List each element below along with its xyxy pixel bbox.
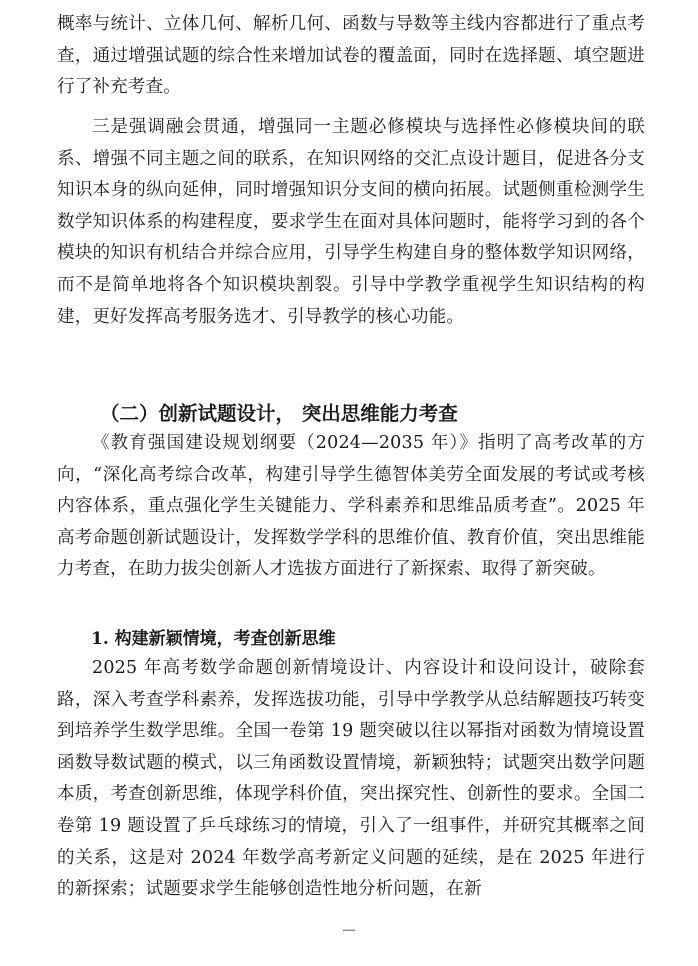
page-number: － bbox=[340, 921, 357, 940]
body-paragraph-2: 三是强调融会贯通，增强同一主题必修模块与选择性必修模块间的联系、增强不同主题之间的联系，在知识网络的交汇点设计题目，促进各分支知识本身的纵向延伸，同时增强知识分支间的横向拓展。试题侧重检测学生数学知识体系的构建程度，要求学生在面对具体问题时，能将学习到的各个模块的知识有机结合并综合应用，引导学生构建自身的整体数学知识网络，而不是简单地将各个知识模块割裂。引导中学教学重视学生知识结构的构建，更好发挥高考服务选才、引导教学的核心功能。 bbox=[57, 117, 645, 327]
subsection-heading: 1. 构建新颖情境，考查创新思维 bbox=[91, 629, 336, 649]
section-heading: （二）创新试题设计， 突出思维能力考查 bbox=[100, 402, 458, 425]
body-paragraph-4: 2025 年高考数学命题创新情境设计、内容设计和设问设计，破除套路，深入考查学科素养，发挥选拔功能，引导中学教学从总结解题技巧转变到培养学生数学思维。全国一卷第 19 题突破以往以幂指对函数为情境设置函数导数试题的模式，以三角函数设置情境，新颖独特；试题突出数学问题本质，考查创新思维，体现学科价值，突出探究性、创新性的要求。全国二卷第 19 题设置了乒乓球练习的情境，引入了一组事件，并研究其概率之间的关系，这是对 2024 年数学高考新定义问题的延续，是在 2025 年进行的新探索；试题要求学生能够创造性地分析问题，在新 bbox=[57, 658, 645, 900]
body-paragraph-3: 《教育强国建设规划纲要（2024—2035 年）》指明了高考改革的方向，“深化高考综合改革，构建引导学生德智体美劳全面发展的考试或考核内容体系，重点强化学生关键能力、学科素养和思维品质考查”。2025 年高考命题创新试题设计，发挥数学学科的思维价值、教育价值，突出思维能力考查，在助力拔尖创新人才选拔方面进行了新探索、取得了新突破。 bbox=[57, 433, 645, 580]
body-paragraph-1: 概率与统计、立体几何、解析几何、函数与导数等主线内容都进行了重点考查，通过增强试题的综合性来增加试卷的覆盖面，同时在选择题、填空题进行了补充考查。 bbox=[57, 14, 645, 98]
